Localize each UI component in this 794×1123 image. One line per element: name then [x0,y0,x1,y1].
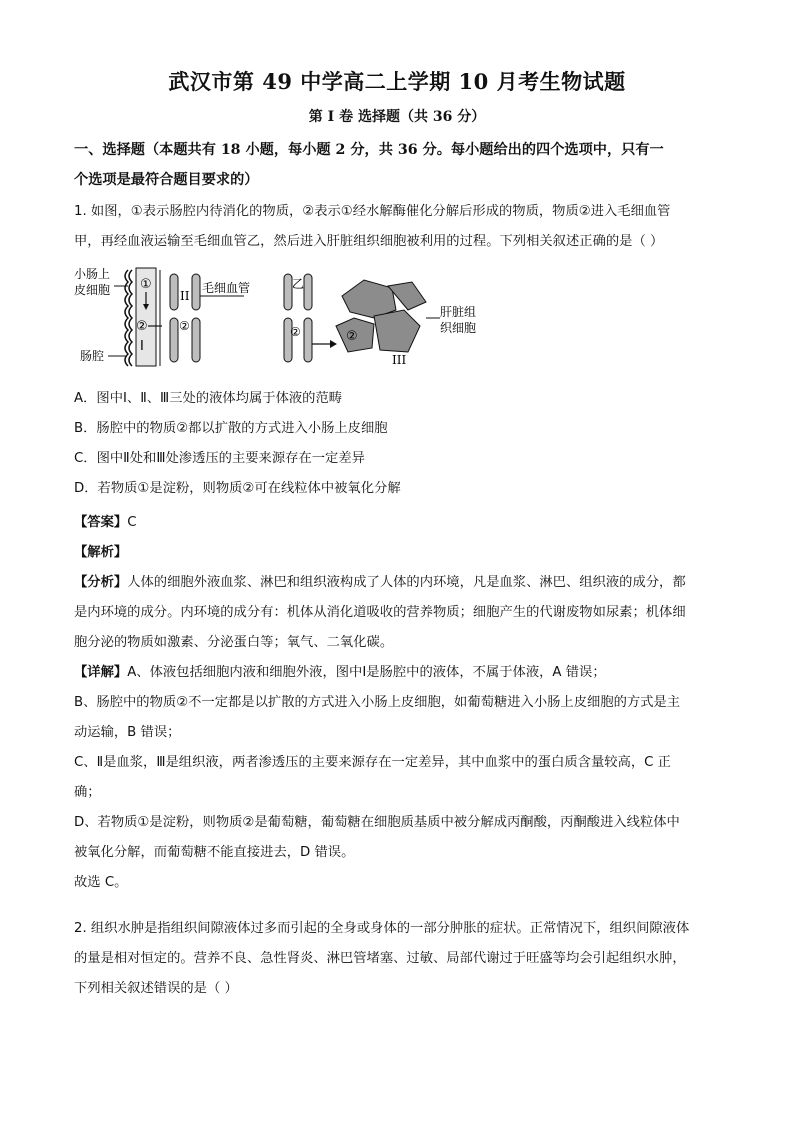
label-intestine-cell-1: 小肠上 [74,267,111,281]
q1-option-b: B．肠腔中的物质②都以扩散的方式进入小肠上皮细胞 [74,421,388,436]
q1-stem-line1: 1. 如图，①表示肠腔内待消化的物质，②表示①经水解酶催化分解后形成的物质，物质②进入毛细血管 [74,204,671,219]
section-subtitle: 第 I 卷 选择题（共 36 分） [308,109,486,125]
xiangjie-tag: 【详解】 [74,665,128,680]
conclusion: 故选 C。 [74,875,128,890]
roman-1: I [140,339,144,354]
section-heading-line1: 一、选择题（本题共有 18 小题，每小题 2 分，共 36 分。每小题给出的四个选项中，只有一 [74,142,664,158]
q2-stem [74,914,724,1004]
roman-2: II [180,289,190,303]
xiangjie-c2: 确； [74,785,101,800]
xiangjie-d1: D、若物质①是淀粉，则物质②是葡萄糖，葡萄糖在细胞质基质中被分解成丙酮酸，丙酮酸进入线粒体中 [74,815,680,830]
fenxi-tag: 【分析】 [74,575,128,590]
circle-2-liver: ② [346,329,358,344]
q1-answer-line [74,508,724,538]
circle-2-capillary-b: ② [290,325,301,339]
label-yi: 乙 [292,277,305,291]
page-title: 武汉市第 49 中学高二上学期 10 月考生物试题 [168,69,626,94]
fenxi-line1 [74,568,724,598]
section-heading-line2: 个选项是最符合题目要求的） [74,172,259,188]
q1-answer-block [74,508,724,898]
q2-stem-line3: 下列相关叙述错误的是（ ） [74,981,238,996]
section-heading [74,135,724,195]
roman-3: III [392,353,407,367]
fenxi-line3: 胞分泌的物质如激素、分泌蛋白等；氧气、二氧化碳。 [74,635,394,650]
xiangjie-c1: C、Ⅱ是血浆，Ⅲ是组织液，两者渗透压的主要来源存在一定差异，其中血浆中的蛋白质含量较高，C 正 [74,755,671,770]
q1-option-c: C．图中Ⅱ处和Ⅲ处渗透压的主要来源存在一定差异 [74,451,365,466]
label-intestine-cell-2: 皮细胞 [74,283,111,297]
q2-stem-line1: 2. 组织水肿是指组织间隙液体过多而引起的全身或身体的一部分肿胀的症状。正常情况下，组织间隙液体 [74,921,690,936]
q1-options [74,384,724,504]
q1-stem [74,197,724,257]
xiangjie-a-text: A、体液包括细胞内液和细胞外液，图中Ⅰ是肠腔中的液体，不属于体液，A 错误； [127,665,606,680]
q1-option-a: A．图中Ⅰ、Ⅱ、Ⅲ三处的液体均属于体液的范畴 [74,391,343,406]
label-capillary: 毛细血管 [202,281,251,295]
label-liver-2: 织细胞 [440,321,477,335]
circle-2-left: ② [136,319,148,334]
circle-2-capillary-a: ② [179,319,190,333]
label-liver-1: 肝脏组 [440,305,477,319]
xiangjie-b1: B、肠腔中的物质②不一定都是以扩散的方式进入小肠上皮细胞，如葡萄糖进入小肠上皮细胞的方式是主 [74,695,681,710]
q1-figure [74,266,504,376]
xiangjie-b2: 动运输，B 错误； [74,725,181,740]
xiangjie-line-a [74,658,724,688]
fenxi-text1: 人体的细胞外液血浆、淋巴和组织液构成了人体的内环境，凡是血浆、淋巴、组织液的成分，都 [127,575,686,590]
label-lumen: 肠腔 [80,349,105,363]
fenxi-line2: 是内环境的成分。内环境的成分有：机体从消化道吸收的营养物质；细胞产生的代谢废物如尿素；机体细 [74,605,686,620]
circle-1-left: ① [140,277,152,292]
q1-stem-line2: 甲，再经血液运输至毛细血管乙，然后进入肝脏组织细胞被利用的过程。下列相关叙述正确的是（ ） [74,234,664,249]
xiangjie-d2: 被氧化分解，而葡萄糖不能直接进去，D 错误。 [74,845,355,860]
q1-option-d: D．若物质①是淀粉，则物质②可在线粒体中被氧化分解 [74,481,401,496]
q2-stem-line2: 的量是相对恒定的。营养不良、急性肾炎、淋巴管堵塞、过敏、局部代谢过于旺盛等均会引起组织水肿， [74,951,686,966]
answer-tag: 【答案】 [74,515,128,530]
analysis-tag: 【解析】 [74,545,128,560]
answer-value: C [127,515,137,530]
